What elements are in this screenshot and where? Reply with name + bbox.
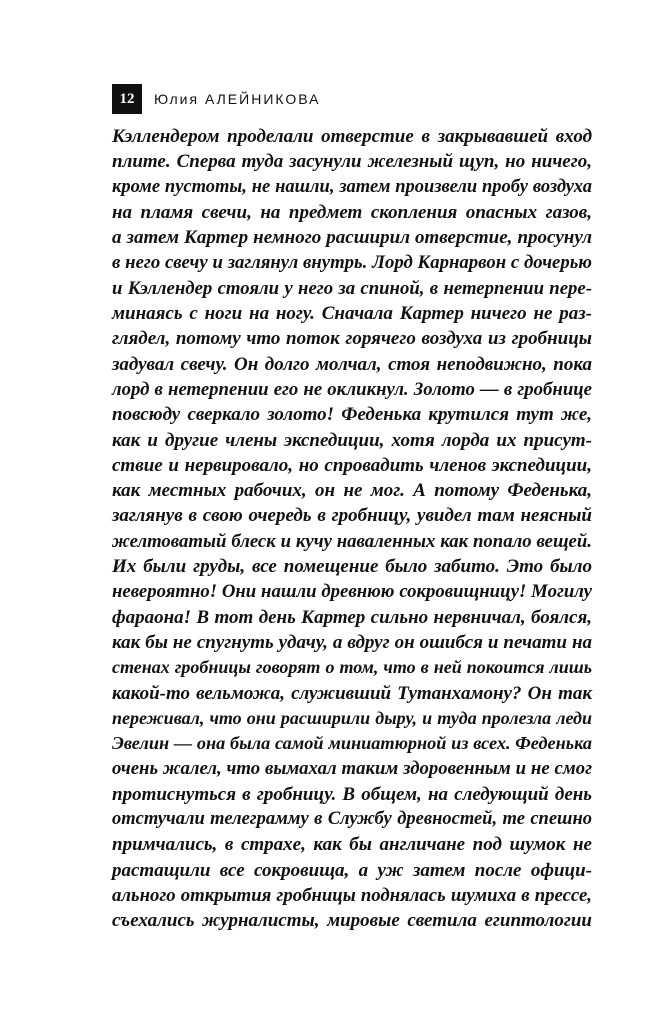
text-line: заглянув в свою очередь в гробницу, увидел там неясный (112, 505, 592, 527)
text-line: как местных рабочих, он не мог. А потому Феденька, (112, 480, 592, 502)
text-line: ального открытия гробницы поднялась шумиха в прессе, (112, 884, 592, 906)
text-line: лорд в нетерпении его не окликнул. Золото — в гробнице (112, 378, 592, 400)
text-line: стенах гробницы говорят о том, что в ней покоится лишь (112, 657, 592, 678)
text-line: повсюду сверкало золото! Феденька крутился тут же, (112, 404, 592, 426)
text-line: Эвелин — она была самой миниатюрной из всех. Феденька (112, 733, 592, 754)
text-line: как бы не спугнуть удачу, а вдруг он ошибся и печати на (112, 631, 592, 653)
text-line: ствие и нервировало, но спровадить членов экспедиции, (112, 454, 592, 476)
text-line: фараона! В тот день Картер сильно нервничал, боялся, (112, 606, 592, 628)
page-number: 12 (112, 84, 142, 114)
text-line: на пламя свечи, на предмет скопления опасных газов, (112, 201, 592, 223)
text-line: глядел, потому что поток горячего воздуха из гробницы (112, 328, 592, 350)
text-line: протиснуться в гробницу. В общем, на следующий день (112, 783, 592, 805)
text-line: съехались журналисты, мировые светила египтологии (112, 910, 592, 932)
text-line: Кэллендером проделали отверстие в закрывавшей вход (112, 126, 592, 147)
text-line: переживал, что они расширили дыру, и туда пролезла леди (112, 707, 592, 728)
text-line: и Кэллендер стояли у него за спиной, в нетерпении пере- (112, 277, 592, 299)
text-line: минаясь с ноги на ногу. Сначала Картер ничего не раз- (112, 303, 592, 325)
text-line: Их были груды, все помещение было забито. Это было (112, 556, 592, 578)
text-line: как и другие члены экспедиции, хотя лорда их присут- (112, 429, 592, 451)
text-line: очень жалел, что вымахал таким здоровенным и не смог (112, 758, 592, 780)
text-line: а затем Картер немного расширил отверстие, просунул (112, 227, 592, 249)
text-line: отстучали телеграмму в Службу древностей, те спешно (112, 809, 592, 830)
text-line: растащили все сокровища, а уж затем после офици- (112, 859, 592, 881)
body-text (112, 124, 592, 934)
text-line: примчались, в страхе, как бы англичане под шумок не (112, 834, 592, 856)
author-name: Юлия АЛЕЙНИКОВА (154, 91, 321, 107)
text-line: в него свечу и заглянул внутрь. Лорд Карнарвон с дочерью (112, 252, 592, 274)
text-line: какой-то вельможа, служивший Тутанхамону? Он так (112, 682, 592, 704)
text-line: невероятно! Они нашли древнюю сокровищницу! Могилу (112, 581, 592, 603)
text-line: желтоватый блеск и кучу наваленных как попало вещей. (112, 530, 592, 552)
text-line: кроме пустоты, не нашли, затем произвели пробу воздуха (112, 176, 592, 197)
text-line: плите. Сперва туда засунули железный щуп, но ничего, (112, 151, 592, 173)
text-line: задувал свечу. Он долго молчал, стоя неподвижно, пока (112, 353, 592, 375)
running-header (112, 84, 320, 114)
